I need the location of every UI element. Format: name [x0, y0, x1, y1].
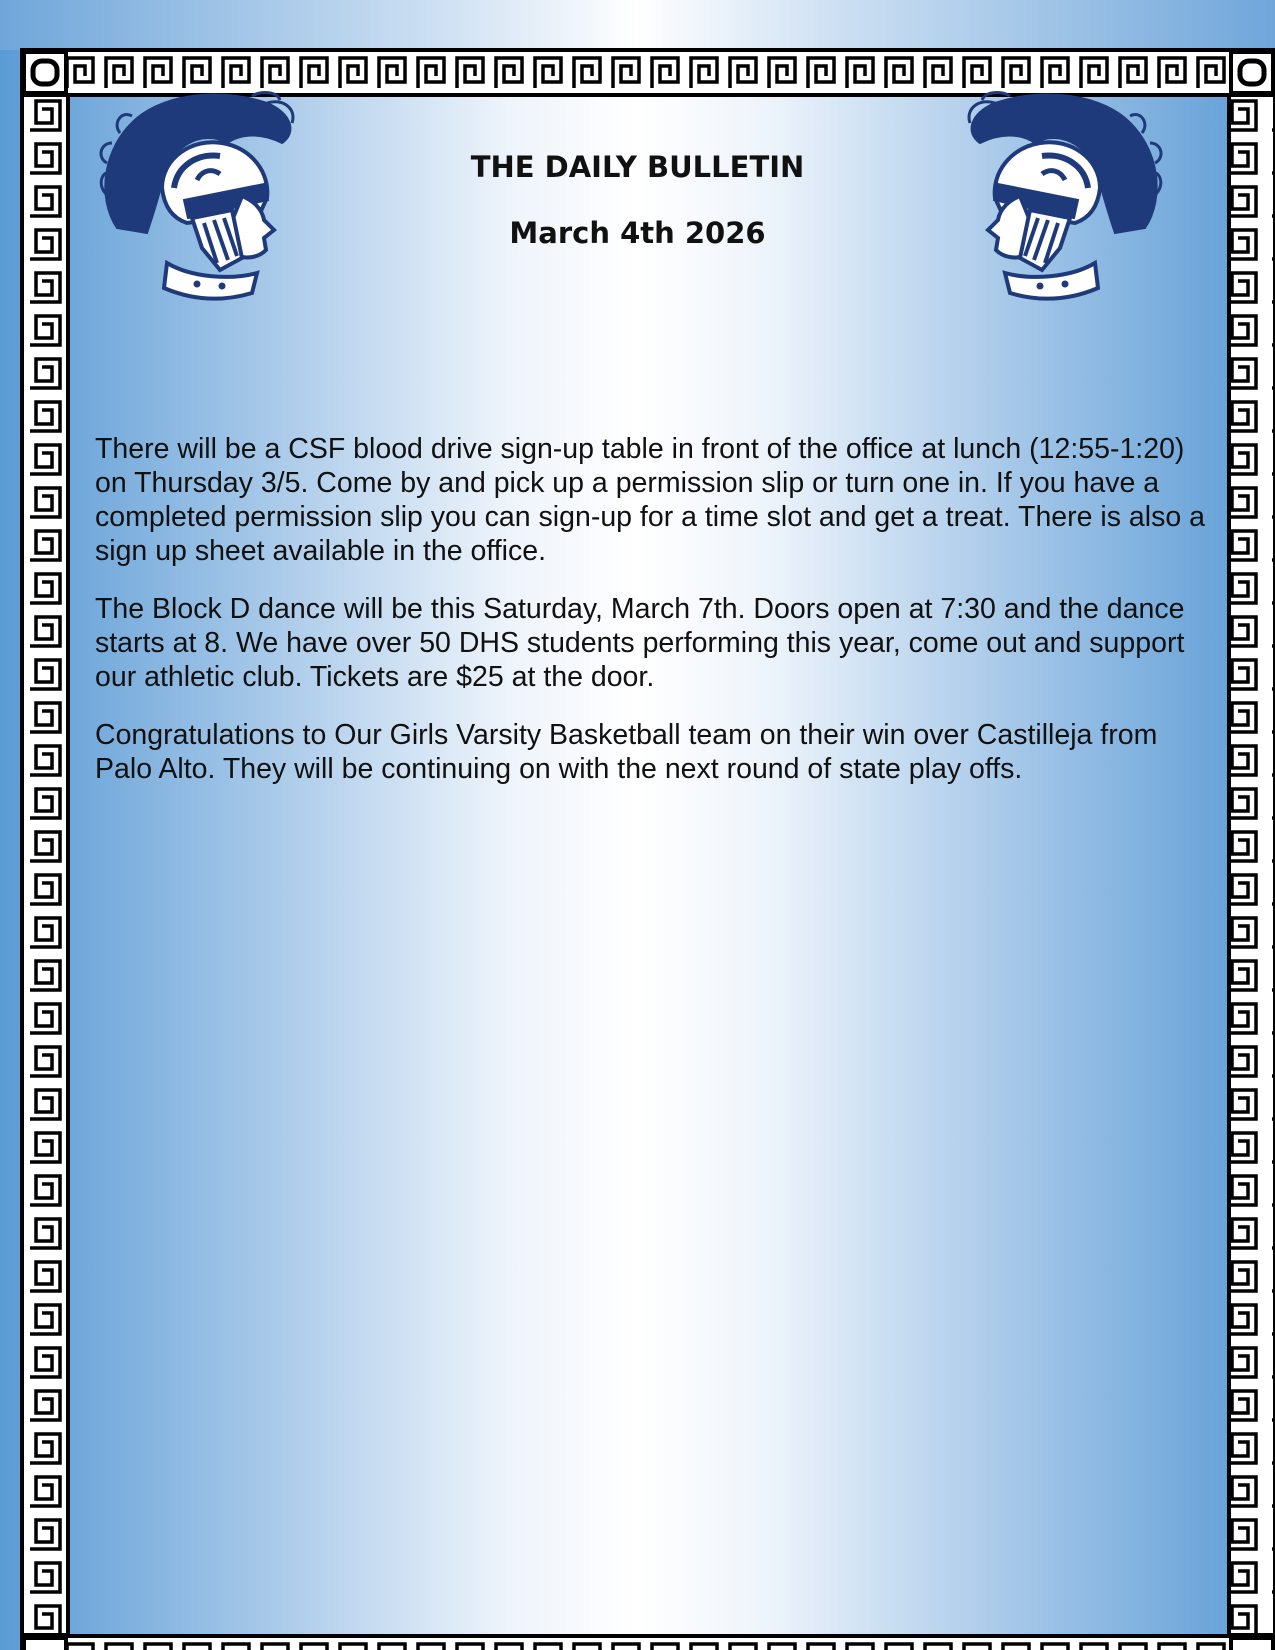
corner-ring-icon	[1231, 52, 1273, 93]
bulletin-title: THE DAILY BULLETIN	[470, 150, 805, 184]
bulletin-body	[95, 432, 1205, 810]
trojan-helmet-icon	[92, 88, 302, 303]
corner-ring-icon	[24, 52, 66, 93]
trojan-helmet-icon	[960, 88, 1170, 303]
bulletin-date: March 4th 2026	[509, 216, 766, 250]
corner-ring-icon	[1231, 1638, 1273, 1650]
corner-ring-icon	[24, 1638, 66, 1650]
announcement-paragraph: The Block D dance will be this Saturday, March 7th. Doors open at 7:30 and the dance starts at 8. We have over 50 DHS students performing this year, come out and support our athletic club. Tickets are $25 at the door.	[95, 593, 1185, 693]
announcement-paragraph: Congratulations to Our Girls Varsity Basketball team on their win over Castilleja from Palo Alto. They will be continuing on with the next round of state play offs.	[95, 719, 1158, 785]
announcement-paragraph: There will be a CSF blood drive sign-up table in front of the office at lunch (12:55-1:20) on Thursday 3/5. Come by and pick up a permission slip or turn one in. If you have a completed permission slip you can sign-up for a time slot and get a treat. There is also a sign up sheet available in the office.	[95, 433, 1205, 567]
